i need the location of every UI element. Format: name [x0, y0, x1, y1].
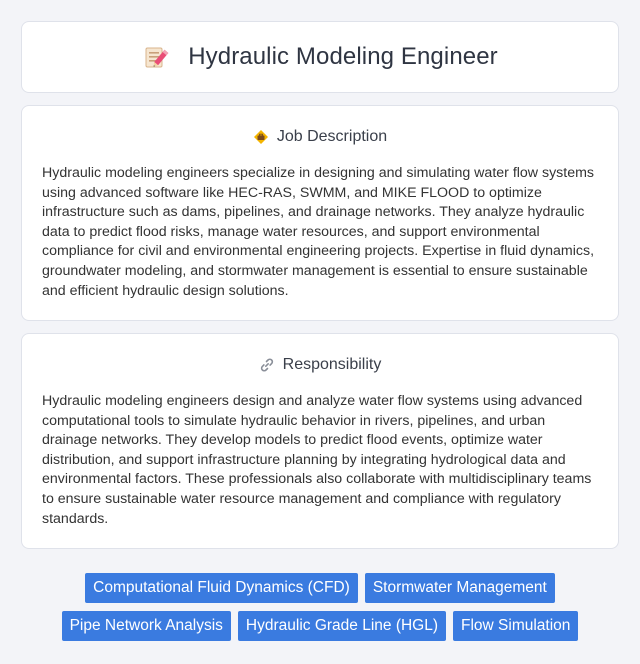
tag-flow-simulation[interactable]: Flow Simulation: [453, 611, 578, 641]
tag-stormwater-management[interactable]: Stormwater Management: [365, 573, 555, 603]
page-title: Hydraulic Modeling Engineer: [188, 43, 498, 70]
memo-pencil-icon: [142, 43, 170, 71]
job-description-header: [42, 126, 598, 148]
title-card: [21, 21, 619, 93]
job-description-card: [21, 105, 619, 321]
link-icon: [259, 357, 275, 373]
job-description-text: Hydraulic modeling engineers specialize in designing and simulating water flow systems using advanced software like HEC-RAS, SWMM, and MIKE FLOOD to optimize infrastructure such as dams, pipelines, and drainage networks. They analyze hydraulic data to predict flood risks, manage water resources, and support environmental compliance for civil and environmental engineering projects. Expertise in fluid dynamics, groundwater modeling, and stormwater management is essential to ensure sustainable and efficient hydraulic design solutions.: [42, 165, 595, 299]
responsibility-header: [42, 354, 598, 376]
tag-cfd[interactable]: Computational Fluid Dynamics (CFD): [85, 573, 358, 603]
job-description-title: Job Description: [276, 128, 388, 145]
responsibility-title: Responsibility: [282, 356, 382, 373]
briefcase-icon: [253, 129, 269, 145]
tag-pipe-network-analysis[interactable]: Pipe Network Analysis: [62, 611, 231, 641]
title-wrap: [142, 43, 498, 71]
skill-tags: [0, 573, 640, 641]
responsibility-text: Hydraulic modeling engineers design and analyze water flow systems using advanced computational tools to simulate hydraulic behavior in rivers, pipelines, and urban drainage networks. They develop models to predict flood events, optimize water distribution, and support infrastructure planning by integrating hydrological data and environmental factors. These professionals also collaborate with multidisciplinary teams to ensure sustainable water resource management and compliance with regulatory standards.: [42, 393, 592, 527]
responsibility-card: [21, 333, 619, 549]
tag-hydraulic-grade-line[interactable]: Hydraulic Grade Line (HGL): [238, 611, 446, 641]
